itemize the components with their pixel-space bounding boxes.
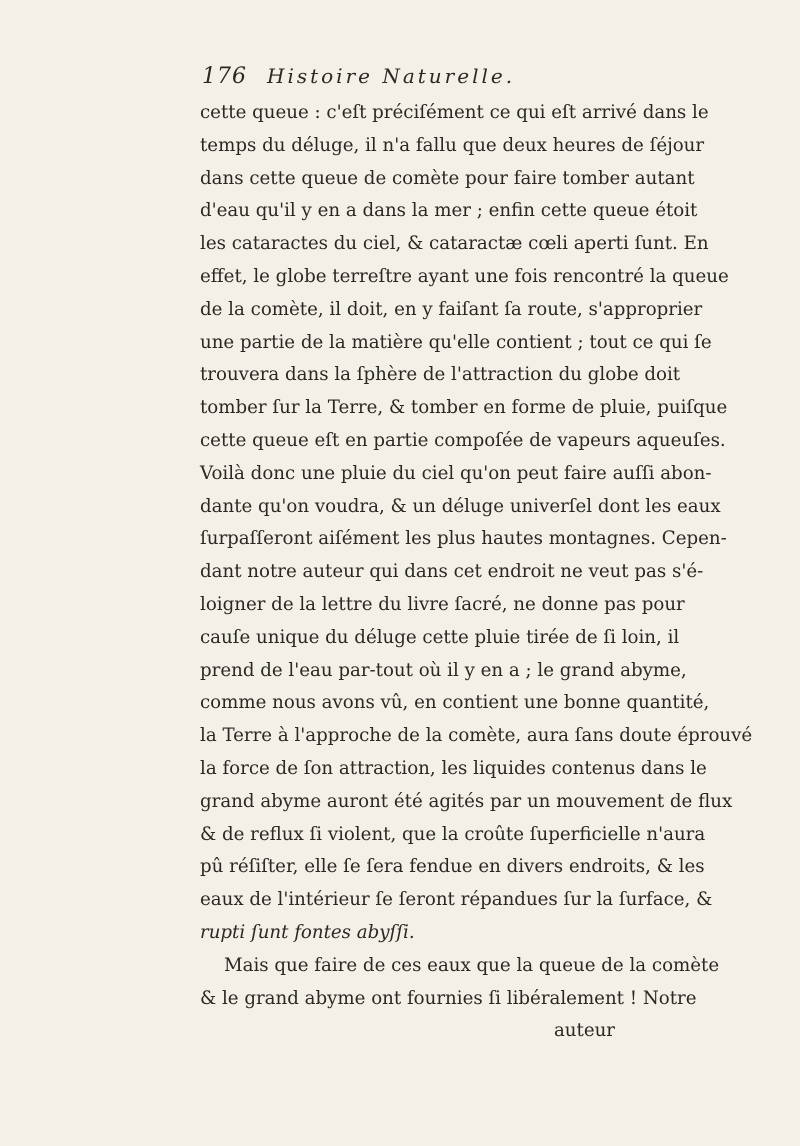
text-line: rupti ſunt fontes abyſſi. [200, 921, 415, 943]
text-line: loigner de la lettre du livre ſacré, ne donne pas pour [200, 593, 685, 615]
running-title: Histoire Naturelle. [267, 64, 516, 88]
text-line: cette queue : c'eſt préciſément ce qui eſt arrivé dans le [200, 102, 709, 123]
text-line: cette queue eſt en partie compoſée de vapeurs aqueuſes. [200, 429, 726, 451]
text-line: temps du déluge, il n'a fallu que deux heures de ſéjour [200, 134, 705, 156]
text-line: grand abyme auront été agités par un mouvement de flux [200, 790, 733, 812]
text-line: dante qu'on voudra, & un déluge univerſel dont les eaux [200, 495, 721, 517]
catchword: auteur [553, 1020, 615, 1042]
text-line: les cataractes du ciel, & cataractæ cœli aperti ſunt. En [200, 233, 709, 255]
text-line: dans cette queue de comète pour faire tomber autant [200, 167, 695, 189]
text-line: Mais que faire de ces eaux que la queue de la comète [224, 954, 720, 976]
text-line: la force de ſon attraction, les liquides contenus dans le [200, 757, 707, 779]
text-line: pû réſiſter, elle ſe ſera fendue en divers endroits, & les [200, 856, 705, 878]
text-line: la Terre à l'approche de la comète, aura ſans doute éprouvé [200, 725, 753, 747]
text-line: & le grand abyme ont fournies ſi libéralement ! Notre [200, 987, 697, 1009]
text-line: de la comète, il doit, en y faiſant ſa route, s'approprier [200, 298, 703, 320]
text-line: d'eau qu'il y en a dans la mer ; enfin cette queue étoit [200, 200, 698, 222]
text-line: une partie de la matière qu'elle contient ; tout ce qui ſe [200, 331, 712, 353]
page-number: 176 [202, 64, 247, 89]
text-line: prend de l'eau par-tout où il y en a ; le grand abyme, [200, 659, 687, 681]
text-line: comme nous avons vû, en contient une bonne quantité, [200, 692, 710, 714]
text-line: eaux de l'intérieur ſe ſeront répandues ſur la ſurface, & [200, 889, 713, 911]
text-line: trouvera dans la ſphère de l'attraction du globe doit [200, 364, 681, 386]
text-line: tomber ſur la Terre, & tomber en forme de pluie, puiſque [200, 397, 728, 419]
page-header [202, 64, 642, 94]
text-line: effet, le globe terreſtre ayant une fois rencontré la queue [200, 265, 729, 287]
text-line: dant notre auteur qui dans cet endroit ne veut pas s'é- [200, 561, 704, 583]
body-text [200, 97, 753, 1048]
text-line: cauſe unique du déluge cette pluie tirée de ſi loin, il [200, 626, 680, 648]
text-line: ſurpaſſeront aiſément les plus hautes montagnes. Cepen- [200, 528, 727, 550]
text-line: Voilà donc une pluie du ciel qu'on peut faire auſſi abon- [200, 462, 712, 484]
text-line: & de reflux ſi violent, que la croûte ſuperficielle n'aura [200, 823, 706, 845]
